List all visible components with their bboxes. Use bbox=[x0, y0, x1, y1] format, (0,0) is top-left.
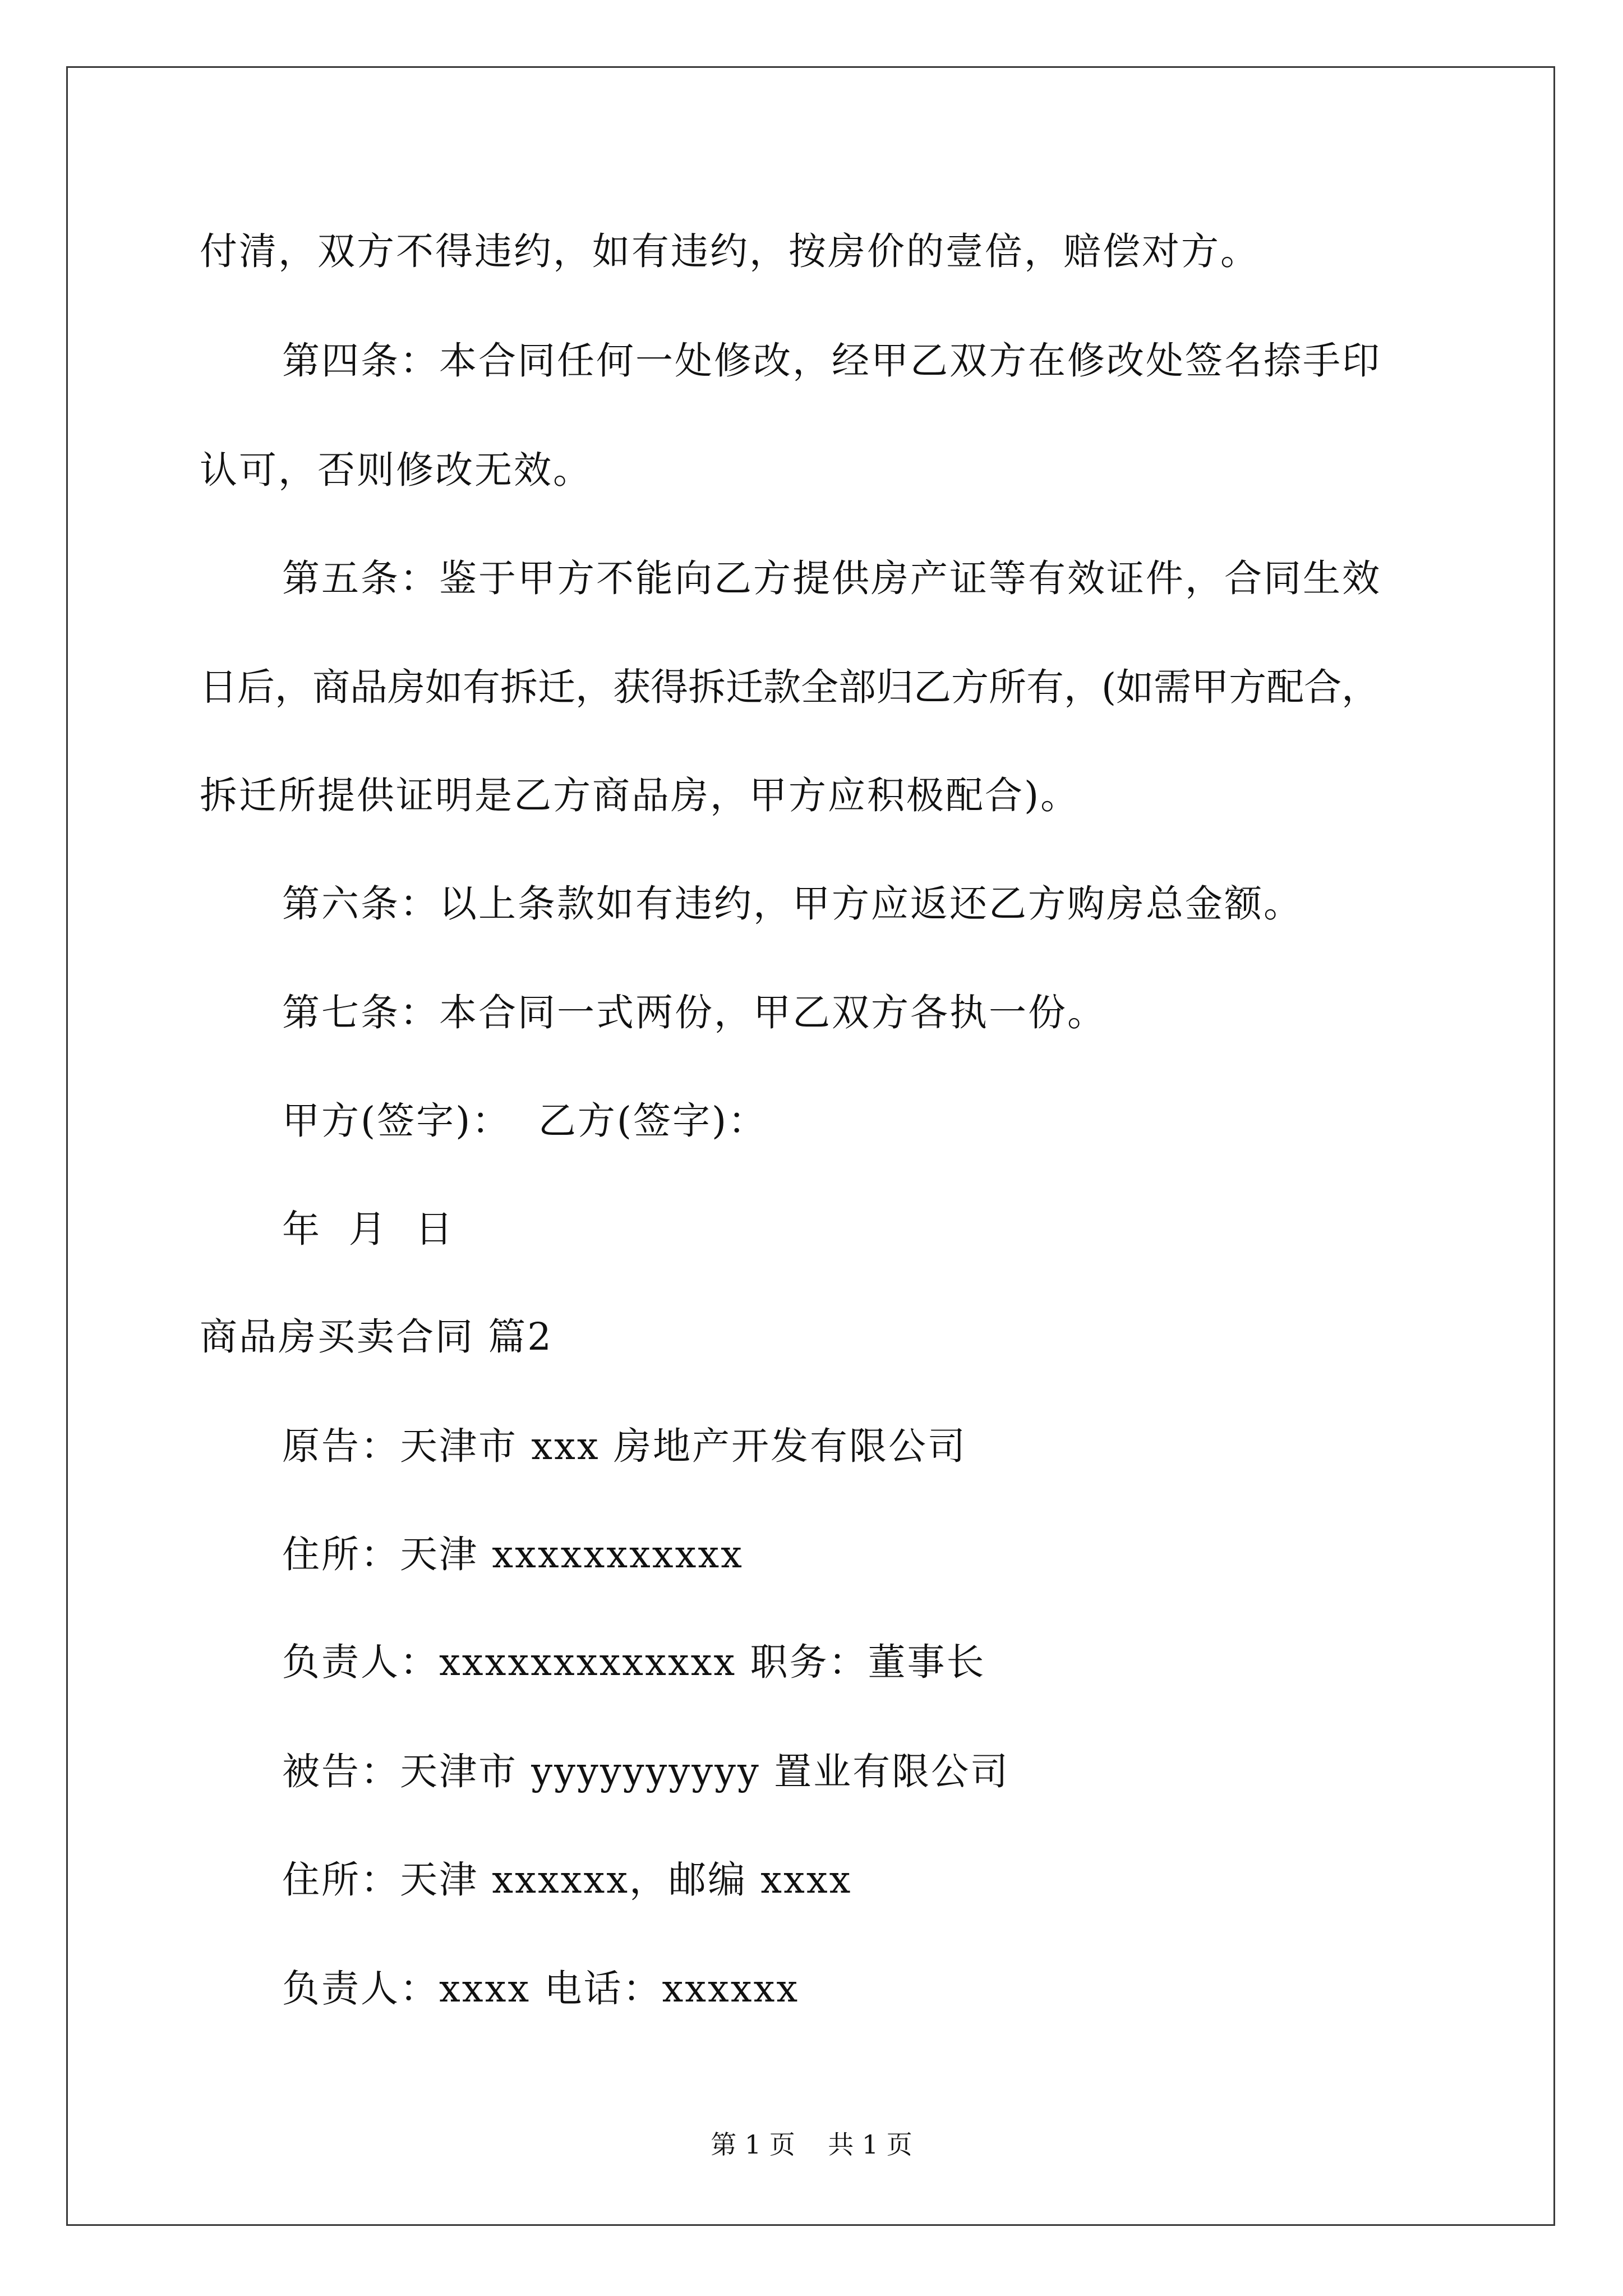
paragraph-line: 认可，否则修改无效。 bbox=[200, 448, 592, 492]
paragraph-line: 付清，双方不得违约，如有违约，按房价的壹倍，赔偿对方。 bbox=[200, 229, 1260, 273]
section-heading: 商品房买卖合同 篇2 bbox=[200, 1315, 553, 1359]
defendant-address-line: 住所：天津 xxxxxx，邮编 xxxx bbox=[282, 1858, 852, 1902]
article-5-line: 第五条：鉴于甲方不能向乙方提供房产证等有效证件，合同生效 bbox=[282, 556, 1381, 600]
plaintiff-representative-line: 负责人：xxxxxxxxxxxxx 职务：董事长 bbox=[282, 1640, 986, 1684]
page-border bbox=[66, 66, 1555, 2226]
defendant-line: 被告：天津市 yyyyyyyyyy 置业有限公司 bbox=[282, 1750, 1010, 1793]
paragraph-line: 拆迁所提供证明是乙方商品房，甲方应积极配合)。 bbox=[200, 774, 1080, 817]
page-footer: 第 1 页 共 1 页 bbox=[711, 2129, 912, 2160]
article-6-line: 第六条：以上条款如有违约，甲方应返还乙方购房总金额。 bbox=[282, 882, 1303, 926]
article-7-line: 第七条：本合同一式两份，甲乙双方各执一份。 bbox=[282, 991, 1106, 1034]
signature-line: 甲方(签字)： 乙方(签字)： bbox=[282, 1099, 768, 1143]
article-4-line: 第四条：本合同任何一处修改，经甲乙双方在修改处签名捺手印 bbox=[282, 339, 1381, 383]
defendant-representative-line: 负责人：xxxx 电话：xxxxxx bbox=[282, 1967, 800, 2010]
plaintiff-address-line: 住所：天津 xxxxxxxxxxx bbox=[282, 1533, 744, 1576]
date-line: 年 月 日 bbox=[282, 1207, 455, 1251]
paragraph-line: 日后，商品房如有拆迁，获得拆迁款全部归乙方所有，(如需甲方配合， bbox=[200, 665, 1380, 709]
plaintiff-line: 原告：天津市 xxx 房地产开发有限公司 bbox=[282, 1424, 967, 1468]
